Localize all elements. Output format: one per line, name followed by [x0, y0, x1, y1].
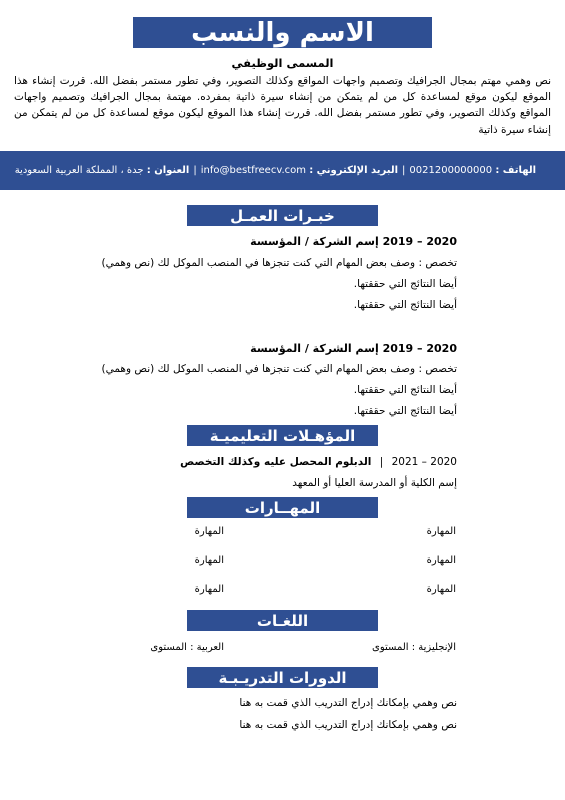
address-value: جدة ، المملكة العربية السعودية [14, 165, 144, 176]
job-description: تخصص : وصف بعض المهام التي كنت تنجزها في المنصب الموكل لك (نص وهمي) [101, 257, 457, 269]
language-item: العربية : المستوى [150, 642, 224, 653]
phone-value: 0021200000000 [409, 165, 493, 176]
section-title-experience: خبـرات العمـل [187, 205, 378, 226]
training-item: نص وهمي بإمكانك إدراج التدريب الذي قمت به هنا [239, 719, 457, 731]
profile-summary: نص وهمي مهتم بمجال الجرافيك وتصميم واجهات المواقع وكذلك التصوير، وفي تطور مستمر بفضل الله. قررت إنشاء هذا الموقع ليكون موقع لمساعدة كل من لم يتمكن من إنشاء سيرة ذاتية بمفرده. مهتمة بمجال الجرافيك وتصميم واجهات المواقع وكذلك التصوير، وفي تطور مستمر بفضل الله. قررت إنشاء هذا الموقع ليكون موقع لمساعدة كل من لم يتمكن من إنشاء سيرة ذاتية [14, 75, 551, 136]
job-result: أيضا النتائج التي حققتها. [353, 384, 457, 396]
email-value: info@bestfreecv.com [200, 165, 307, 176]
contact-separator: | [193, 165, 197, 176]
section-title-languages: اللغـات [187, 610, 378, 631]
skill-item: المهارة [426, 526, 456, 537]
job-heading: 2020 – 2019 إسم الشركة / المؤسسة [250, 342, 457, 355]
job-result: أيضا النتائج التي حققتها. [353, 299, 457, 311]
email-label: البريد الإلكتروني : [309, 165, 399, 176]
training-item: نص وهمي بإمكانك إدراج التدريب الذي قمت به هنا [239, 697, 457, 709]
job-result: أيضا النتائج التي حققتها. [353, 278, 457, 290]
education-degree: الدبلوم المحصل عليه وكذلك التخصص [180, 456, 372, 468]
skill-item: المهارة [194, 584, 224, 595]
section-title-education: المؤهـلات التعليميـة [187, 425, 378, 446]
job-description: تخصص : وصف بعض المهام التي كنت تنجزها في المنصب الموكل لك (نص وهمي) [101, 363, 457, 375]
job-title: المسمى الوظيفي [231, 56, 334, 70]
job-result: أيضا النتائج التي حققتها. [353, 405, 457, 417]
contact-bar [0, 151, 565, 190]
contact-separator: | [402, 165, 406, 176]
skill-item: المهارة [194, 526, 224, 537]
skill-item: المهارة [426, 555, 456, 566]
address-label: العنوان : [146, 165, 190, 176]
section-title-skills: المهــارات [187, 497, 378, 518]
name-heading: الاسم والنسب [133, 17, 432, 48]
education-years: 2020 – 2021 [391, 456, 457, 468]
education-entry [180, 456, 457, 468]
phone-label: الهاتف : [495, 165, 536, 176]
skill-item: المهارة [426, 584, 456, 595]
skill-item: المهارة [194, 555, 224, 566]
education-separator: | [379, 456, 384, 468]
job-heading: 2020 – 2019 إسم الشركة / المؤسسة [250, 235, 457, 248]
section-title-training: الدورات التدريـبـة [187, 667, 378, 688]
education-school: إسم الكلية أو المدرسة العليا أو المعهد [292, 477, 457, 489]
language-item: الإنجليزية : المستوى [372, 642, 456, 653]
